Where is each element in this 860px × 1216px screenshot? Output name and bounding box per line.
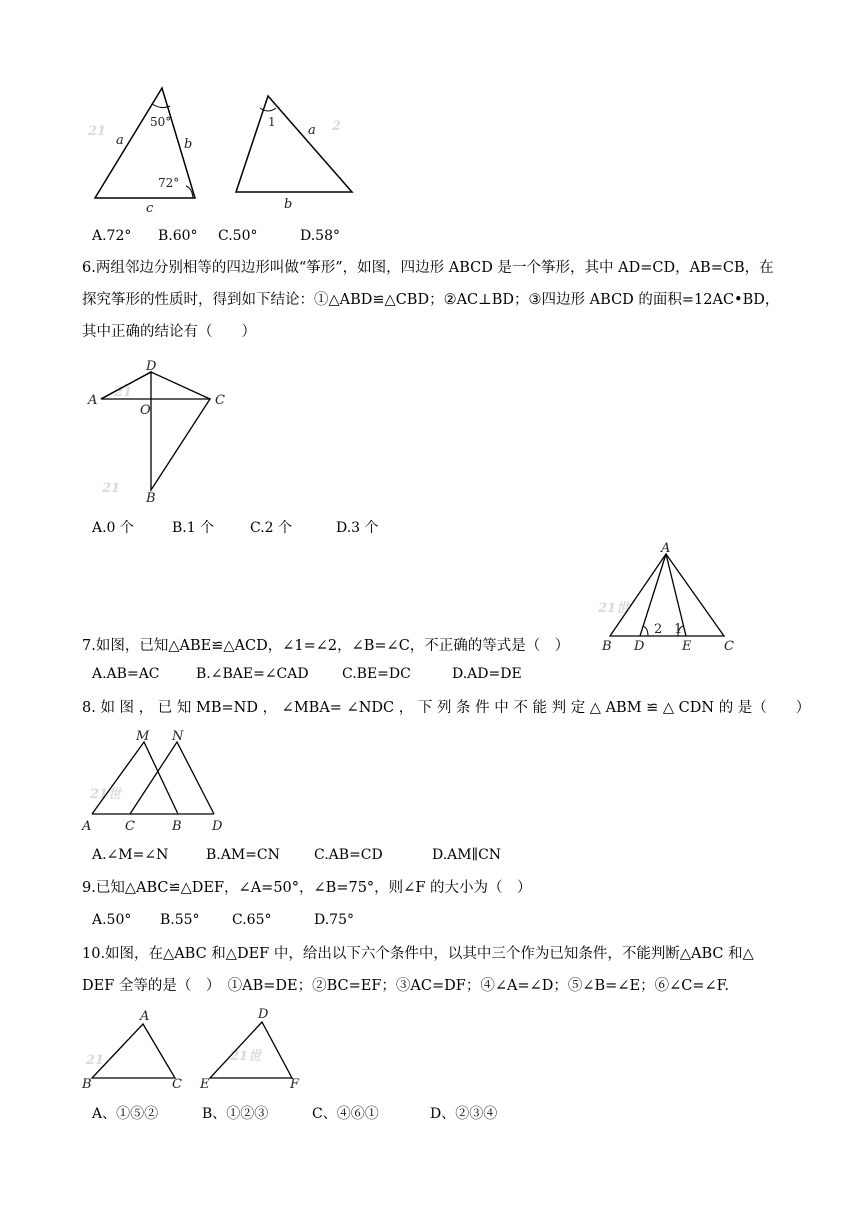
q10-option-c: C、④⑥① bbox=[312, 1106, 379, 1122]
q7-option-c: C.BE=DC bbox=[342, 666, 411, 682]
q9-option-b: B.55° bbox=[160, 912, 200, 928]
q9-options bbox=[92, 910, 354, 930]
fig1-base-angle: 72° bbox=[158, 176, 180, 190]
q5-figure-triangle-1 bbox=[80, 80, 230, 215]
q10-label-f: F bbox=[290, 1077, 300, 1092]
q8-option-c: C.AB=CD bbox=[314, 847, 383, 863]
watermark: 21世 bbox=[598, 601, 630, 616]
q10-label-d: D bbox=[258, 1007, 269, 1022]
q7-angle-2: 2 bbox=[654, 622, 663, 637]
q6-option-d: D.3 个 bbox=[336, 520, 379, 536]
q8-label-a: A bbox=[82, 819, 92, 834]
q5-option-a: A.72° bbox=[92, 228, 132, 244]
watermark: 21世 bbox=[230, 1049, 262, 1064]
q5-figure-triangle-2 bbox=[230, 90, 360, 215]
q8-figure bbox=[80, 728, 240, 840]
q8-question-line-1: 8. 如 图 ， 已 知 MB=ND ， ∠MBA= ∠NDC ， 下 列 条 件 中 不 能 判 定 △ ABM ≌ △ CDN 的 是（ ） bbox=[82, 700, 811, 716]
q10-question-line-2: DEF 全等的是（ ） ①AB=DE；②BC=EF；③AC=DF；④∠A=∠D；⑤∠B=∠E；⑥∠C=∠F. bbox=[82, 978, 730, 994]
q9-option-a: A.50° bbox=[92, 912, 132, 928]
watermark: 2 bbox=[332, 119, 342, 134]
q7-question-line-1: 7.如图，已知△ABE≌△ACD，∠1=∠2，∠B=∠C，不正确的等式是（ ） bbox=[82, 638, 570, 654]
fig2-label-b: b bbox=[284, 197, 293, 212]
q5-options bbox=[92, 226, 340, 246]
q6-label-o: O bbox=[140, 403, 151, 418]
q5-option-b: B.60° bbox=[158, 228, 198, 244]
watermark: 21 bbox=[88, 124, 107, 139]
q8-label-d: D bbox=[212, 819, 223, 834]
q6-figure-kite bbox=[84, 356, 234, 506]
q6-question-line-2: 探究筝形的性质时，得到如下结论：①△ABD≌△CBD；②AC⊥BD；③四边形 ABCD 的面积=12AC•BD， bbox=[82, 292, 780, 308]
q6-label-d: D bbox=[146, 359, 157, 374]
q6-option-b: B.1 个 bbox=[172, 520, 215, 536]
q10-label-e: E bbox=[200, 1077, 210, 1092]
q8-label-c: C bbox=[125, 819, 135, 834]
q7-label-d: D bbox=[634, 639, 645, 654]
q5-option-d: D.58° bbox=[300, 228, 340, 244]
q8-option-d: D.AM∥CN bbox=[432, 847, 502, 863]
q7-label-c: C bbox=[724, 639, 734, 654]
fig1-label-b: b bbox=[184, 137, 193, 152]
q6-label-a: A bbox=[88, 393, 98, 408]
watermark: 21 bbox=[114, 385, 133, 400]
fig1-apex-angle: 50° bbox=[150, 115, 172, 129]
q10-options bbox=[92, 1104, 497, 1124]
q7-options bbox=[92, 664, 522, 684]
q6-label-c: C bbox=[215, 393, 225, 408]
fig1-label-a: a bbox=[116, 133, 124, 148]
q6-question-line-3: 其中正确的结论有（ ） bbox=[82, 324, 256, 340]
watermark: 21 bbox=[102, 481, 121, 496]
q6-option-c: C.2 个 bbox=[250, 520, 293, 536]
q7-figure bbox=[598, 542, 748, 652]
q10-figure bbox=[80, 1004, 320, 1094]
q6-label-b: B bbox=[146, 491, 156, 506]
q8-option-a: A.∠M=∠N bbox=[92, 847, 169, 863]
q10-label-a: A bbox=[140, 1009, 150, 1024]
q8-label-b: B bbox=[172, 819, 182, 834]
fig2-angle-1: 1 bbox=[268, 115, 276, 129]
q6-option-a: A.0 个 bbox=[92, 520, 134, 536]
q6-question-line-1: 6.两组邻边分别相等的四边形叫做“筝形”，如图，四边形 ABCD 是一个筝形，其中 AD=CD，AB=CB，在 bbox=[82, 260, 774, 276]
q5-option-c: C.50° bbox=[218, 228, 258, 244]
q9-question-line-1: 9.已知△ABC≌△DEF，∠A=50°，∠B=75°，则∠F 的大小为（ ） bbox=[82, 880, 532, 896]
q10-label-c: C bbox=[172, 1077, 182, 1092]
q7-option-a: A.AB=AC bbox=[92, 666, 160, 682]
q7-angle-1: 1 bbox=[674, 622, 683, 637]
q7-label-a: A bbox=[661, 541, 671, 556]
q7-option-d: D.AD=DE bbox=[452, 666, 522, 682]
fig2-label-a: a bbox=[308, 123, 316, 138]
q10-option-d: D、②③④ bbox=[430, 1106, 498, 1122]
q8-option-b: B.AM=CN bbox=[206, 847, 280, 863]
q10-question-line-1: 10.如图，在△ABC 和△DEF 中，给出以下六个条件中，以其中三个作为已知条件，不能判断△ABC 和△ bbox=[82, 946, 754, 962]
q7-label-e: E bbox=[682, 639, 692, 654]
q10-option-b: B、①②③ bbox=[202, 1106, 269, 1122]
q10-label-b: B bbox=[82, 1077, 92, 1092]
q6-options bbox=[92, 518, 379, 538]
watermark: 21 bbox=[86, 1053, 105, 1068]
q9-option-c: C.65° bbox=[232, 912, 272, 928]
q7-option-b: B.∠BAE=∠CAD bbox=[196, 666, 309, 682]
q7-label-b: B bbox=[602, 639, 612, 654]
watermark: 21世 bbox=[90, 787, 122, 802]
fig1-label-c: c bbox=[146, 201, 154, 216]
q10-option-a: A、①⑤② bbox=[92, 1106, 159, 1122]
q8-options bbox=[92, 845, 501, 865]
q9-option-d: D.75° bbox=[314, 912, 354, 928]
q8-label-n: N bbox=[172, 729, 184, 744]
q8-label-m: M bbox=[136, 729, 150, 744]
